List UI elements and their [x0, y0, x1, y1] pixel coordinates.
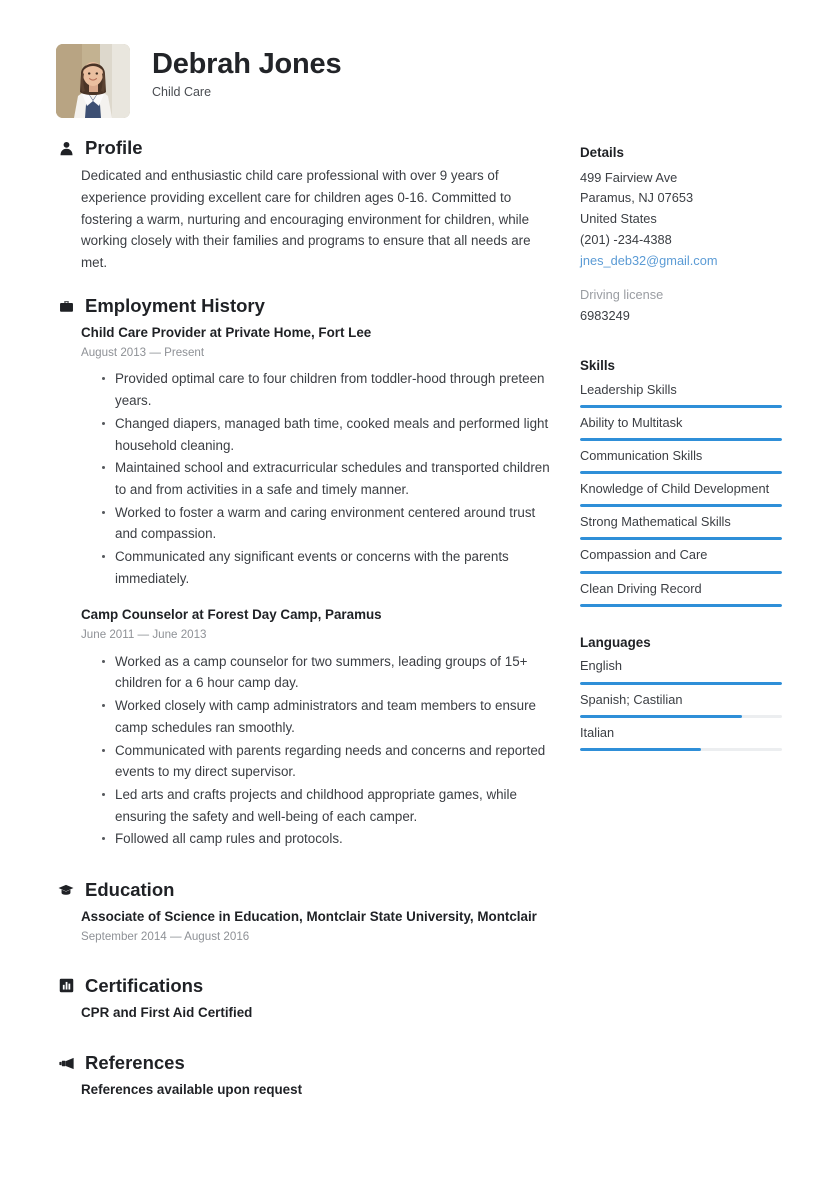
- megaphone-icon: [56, 1053, 76, 1073]
- employment-entry: [81, 605, 556, 850]
- section-references: [56, 1053, 556, 1100]
- chart-square-icon: [56, 976, 76, 996]
- skill-item: [580, 414, 782, 441]
- profile-photo-illustration: [56, 44, 130, 118]
- section-profile-header: [56, 138, 556, 158]
- employment-entry-date: August 2013 — Present: [81, 345, 205, 359]
- skill-track: [580, 471, 782, 474]
- skill-label: Leadership Skills: [580, 381, 677, 397]
- skill-fill: [580, 504, 782, 507]
- section-references-title: References: [85, 1052, 185, 1074]
- language-fill: [580, 682, 782, 685]
- language-track: [580, 715, 782, 718]
- skill-item: [580, 480, 782, 507]
- list-item: Provided optimal care to four children from toddler-hood through preteen years.: [81, 368, 556, 411]
- education-entry-title: Associate of Science in Education, Montclair State University, Montclair: [81, 909, 537, 925]
- skill-item: [580, 580, 782, 607]
- section-certifications-header: [56, 976, 556, 996]
- page-title: Debrah Jones: [152, 48, 342, 80]
- skill-track: [580, 405, 782, 408]
- address-line-1: 499 Fairview Ave: [580, 169, 678, 185]
- skill-fill: [580, 438, 782, 441]
- section-education-title: Education: [85, 879, 175, 901]
- skill-label: Clean Driving Record: [580, 580, 702, 596]
- section-employment-title: Employment History: [85, 294, 265, 316]
- resume-header: [56, 44, 756, 118]
- person-icon: [56, 138, 76, 158]
- section-profile: [56, 138, 556, 274]
- skill-fill: [580, 604, 782, 607]
- education-entry-date: September 2014 — August 2016: [81, 929, 250, 943]
- language-item: [580, 657, 782, 684]
- section-certifications-title: Certifications: [85, 974, 204, 996]
- country: United States: [580, 211, 657, 227]
- employment-entry: [81, 323, 556, 589]
- main-column: [56, 138, 556, 1123]
- section-employment: [56, 296, 556, 850]
- language-track: [580, 682, 782, 685]
- list-item: Followed all camp rules and protocols.: [81, 828, 556, 850]
- employment-entry-title: Child Care Provider at Private Home, Fort Lee: [81, 325, 372, 341]
- name-block: [152, 44, 341, 100]
- section-certifications-body: [56, 1003, 556, 1023]
- employment-entry-bullets: [81, 368, 556, 589]
- address-line-2: Paramus, NJ 07653: [580, 190, 694, 206]
- driving-license-value: 6983249: [580, 308, 630, 324]
- language-label: Spanish; Castilian: [580, 691, 683, 707]
- section-education-body: [56, 907, 556, 945]
- section-employment-body: [56, 323, 556, 850]
- language-item: [580, 724, 782, 751]
- employment-entry-title: Camp Counselor at Forest Day Camp, Paramus: [81, 607, 382, 623]
- list-item: Worked to foster a warm and caring environment centered around trust and compassion.: [81, 502, 556, 545]
- list-item: Maintained school and extracurricular schedules and transported children to and from activities in a safe and timely manner.: [81, 457, 556, 500]
- list-item: Changed diapers, managed bath time, cooked meals and performed light household cleaning.: [81, 413, 556, 456]
- skill-fill: [580, 571, 782, 574]
- job-title: Child Care: [152, 85, 212, 100]
- employment-entry-bullets: [81, 651, 556, 850]
- profile-text: Dedicated and enthusiastic child care professional with over 9 years of experience providing excellent care for children ages 0-16. Committed to fostering a warm, nurturing and encouraging environment for children, while working closely with their families and programs to ensure that all needs are met.: [81, 168, 531, 271]
- skill-label: Ability to Multitask: [580, 414, 683, 430]
- skill-track: [580, 604, 782, 607]
- list-item: Worked as a camp counselor for two summers, leading groups of 15+ children for a 6 hour camp day.: [81, 651, 556, 694]
- language-track: [580, 748, 782, 751]
- skill-label: Compassion and Care: [580, 547, 708, 563]
- language-label: Italian: [580, 724, 615, 740]
- sidebar-details-title: Details: [580, 145, 624, 160]
- sidebar: [580, 144, 782, 773]
- skill-label: Communication Skills: [580, 447, 703, 463]
- language-fill: [580, 715, 742, 718]
- language-item: [580, 691, 782, 718]
- sidebar-skills: [580, 357, 782, 607]
- avatar: [56, 44, 130, 118]
- section-employment-header: [56, 296, 556, 316]
- sidebar-languages: [580, 634, 782, 751]
- briefcase-icon: [56, 296, 76, 316]
- sidebar-skills-title: Skills: [580, 357, 615, 373]
- skill-track: [580, 504, 782, 507]
- employment-entry-date: June 2011 — June 2013: [81, 627, 207, 641]
- skill-item: [580, 381, 782, 408]
- skill-fill: [580, 537, 782, 540]
- skill-fill: [580, 405, 782, 408]
- section-certifications: [56, 976, 556, 1023]
- skill-label: Knowledge of Child Development: [580, 481, 770, 497]
- language-label: English: [580, 658, 622, 674]
- sidebar-languages-title: Languages: [580, 634, 651, 650]
- section-education-header: [56, 880, 556, 900]
- skill-label: Strong Mathematical Skills: [580, 514, 731, 530]
- skill-fill: [580, 471, 782, 474]
- list-item: Worked closely with camp administrators and team members to ensure camp schedules ran smoothly.: [81, 695, 556, 738]
- section-profile-body: [56, 165, 556, 274]
- skill-track: [580, 571, 782, 574]
- reference-item: References available upon request: [81, 1082, 303, 1098]
- section-education: [56, 880, 556, 946]
- driving-license-label: Driving license: [580, 287, 664, 303]
- skill-item: [580, 447, 782, 474]
- sidebar-details: [580, 144, 782, 327]
- section-profile-title: Profile: [85, 137, 143, 158]
- list-item: Communicated with parents regarding needs and concerns and reported events to my direct supervisor.: [81, 740, 556, 783]
- skill-track: [580, 537, 782, 540]
- skill-item: [580, 513, 782, 540]
- list-item: Led arts and crafts projects and childhood appropriate games, while ensuring the safety and well-being of each camper.: [81, 784, 556, 827]
- email-link[interactable]: jnes_deb32@gmail.com: [580, 252, 718, 268]
- language-fill: [580, 748, 701, 751]
- education-entry: [81, 907, 556, 945]
- skill-item: [580, 546, 782, 573]
- list-item: Communicated any significant events or concerns with the parents immediately.: [81, 546, 556, 589]
- section-references-header: [56, 1053, 556, 1073]
- section-references-body: [56, 1080, 556, 1100]
- certification-item: CPR and First Aid Certified: [81, 1004, 253, 1020]
- graduation-cap-icon: [56, 880, 76, 900]
- skill-track: [580, 438, 782, 441]
- phone-number: (201) -234-4388: [580, 231, 672, 247]
